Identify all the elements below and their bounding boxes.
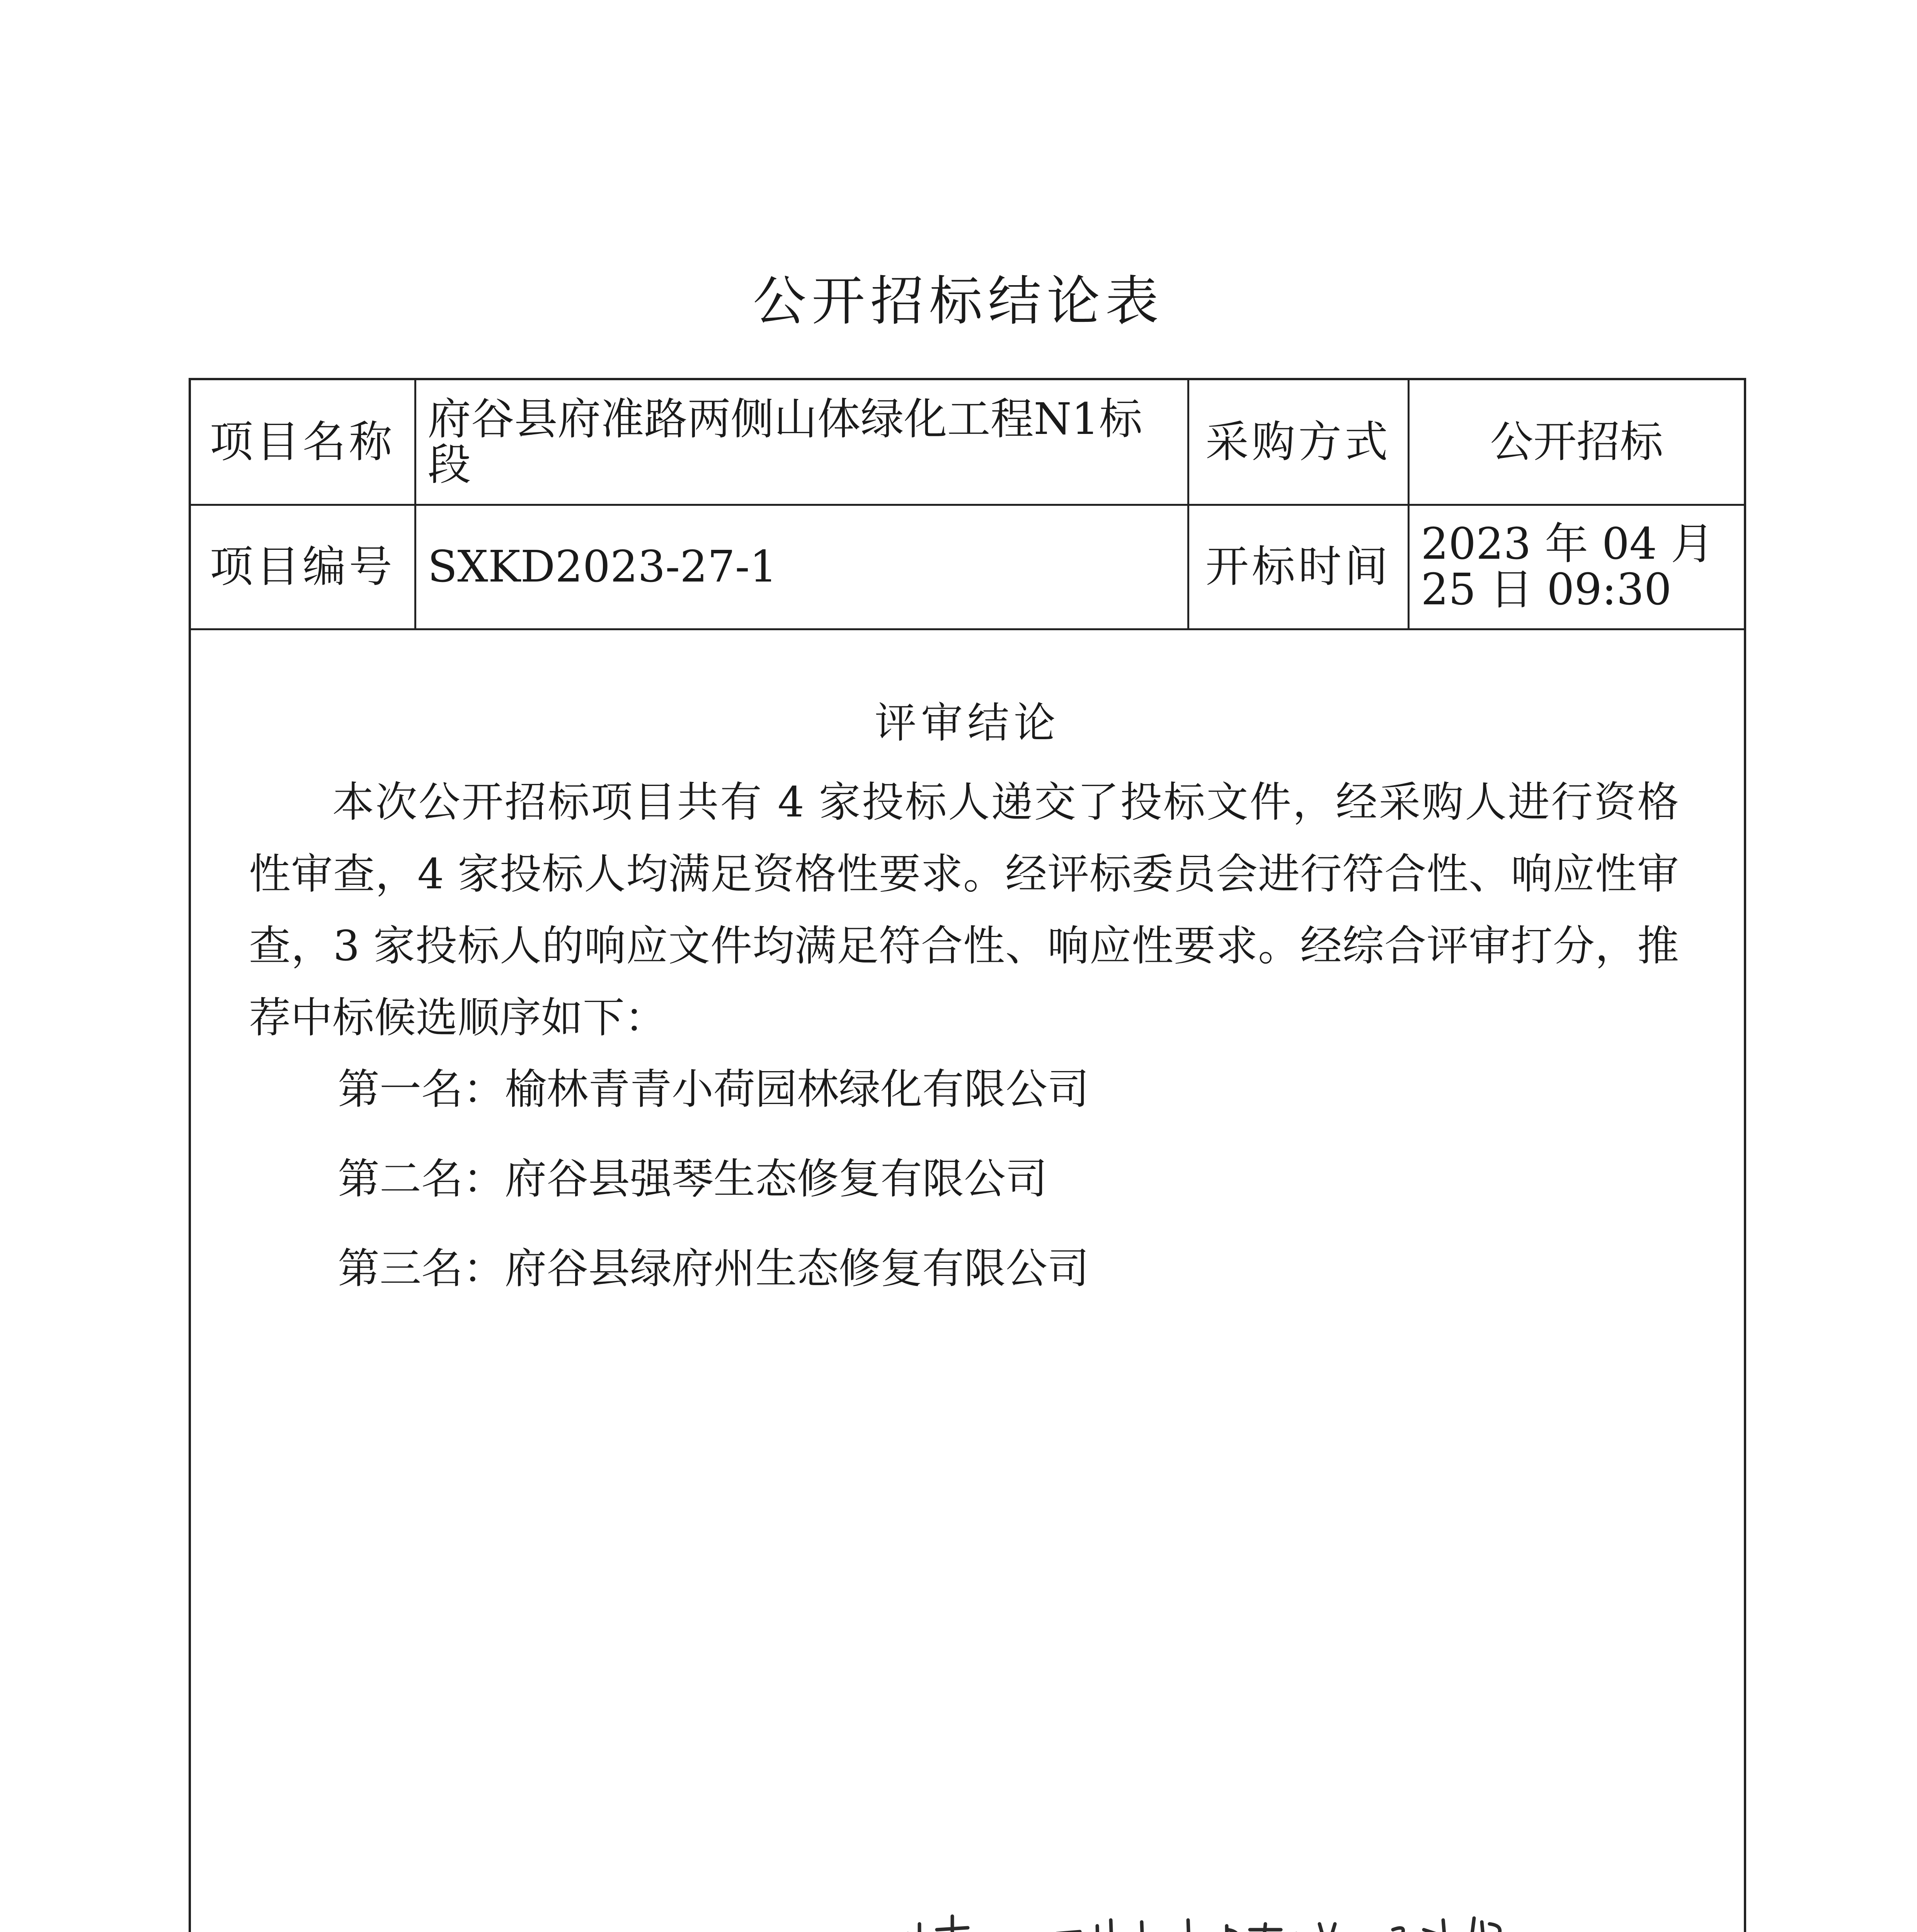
project-name-value: 府谷县府准路两侧山体绿化工程N1标段 (415, 380, 1188, 505)
project-name-label: 项目名称 (191, 380, 415, 505)
project-number-label: 项目编号 (191, 505, 415, 629)
conclusion-form (189, 378, 1746, 1932)
ranking-list (338, 1045, 1089, 1314)
signature-4 (1393, 1918, 1515, 1932)
ranking-second: 第二名：府谷县强琴生态修复有限公司 (338, 1155, 1048, 1203)
project-info-table (191, 380, 1744, 630)
ranking-third: 第三名：府谷县绿府州生态修复有限公司 (338, 1245, 1090, 1293)
signature-3 (1227, 1924, 1354, 1932)
project-number-row (191, 505, 1744, 629)
bid-opening-time-label: 开标时间 (1188, 505, 1408, 629)
procurement-method-value: 公开招标 (1408, 380, 1744, 505)
review-paragraph: 本次公开招标项目共有 4 家投标人递交了投标文件，经采购人进行资格性审查，4 家投标人均满足资格性要求。经评标委员会进行符合性、响应性审查，3 家投标人的响应文件均满足符合性、响应性要求。经综合评审打分，推荐中标候选顺序如下： (249, 778, 1679, 1042)
page-title: 公开招标结论表 (752, 270, 1164, 332)
project-name-row (191, 380, 1744, 505)
signature-1 (856, 1916, 989, 1932)
project-number-value: SXKD2023-27-1 (415, 505, 1188, 629)
ranking-first: 第一名：榆林青青小荷园林绿化有限公司 (338, 1065, 1090, 1114)
procurement-method-label: 采购方式 (1188, 380, 1408, 505)
review-heading: 评审结论 (874, 699, 1060, 747)
handwritten-signatures (840, 1887, 1691, 1932)
signature-2 (1057, 1920, 1207, 1932)
bid-opening-time-value: 2023 年 04 月 25 日 09:30 (1408, 505, 1744, 629)
